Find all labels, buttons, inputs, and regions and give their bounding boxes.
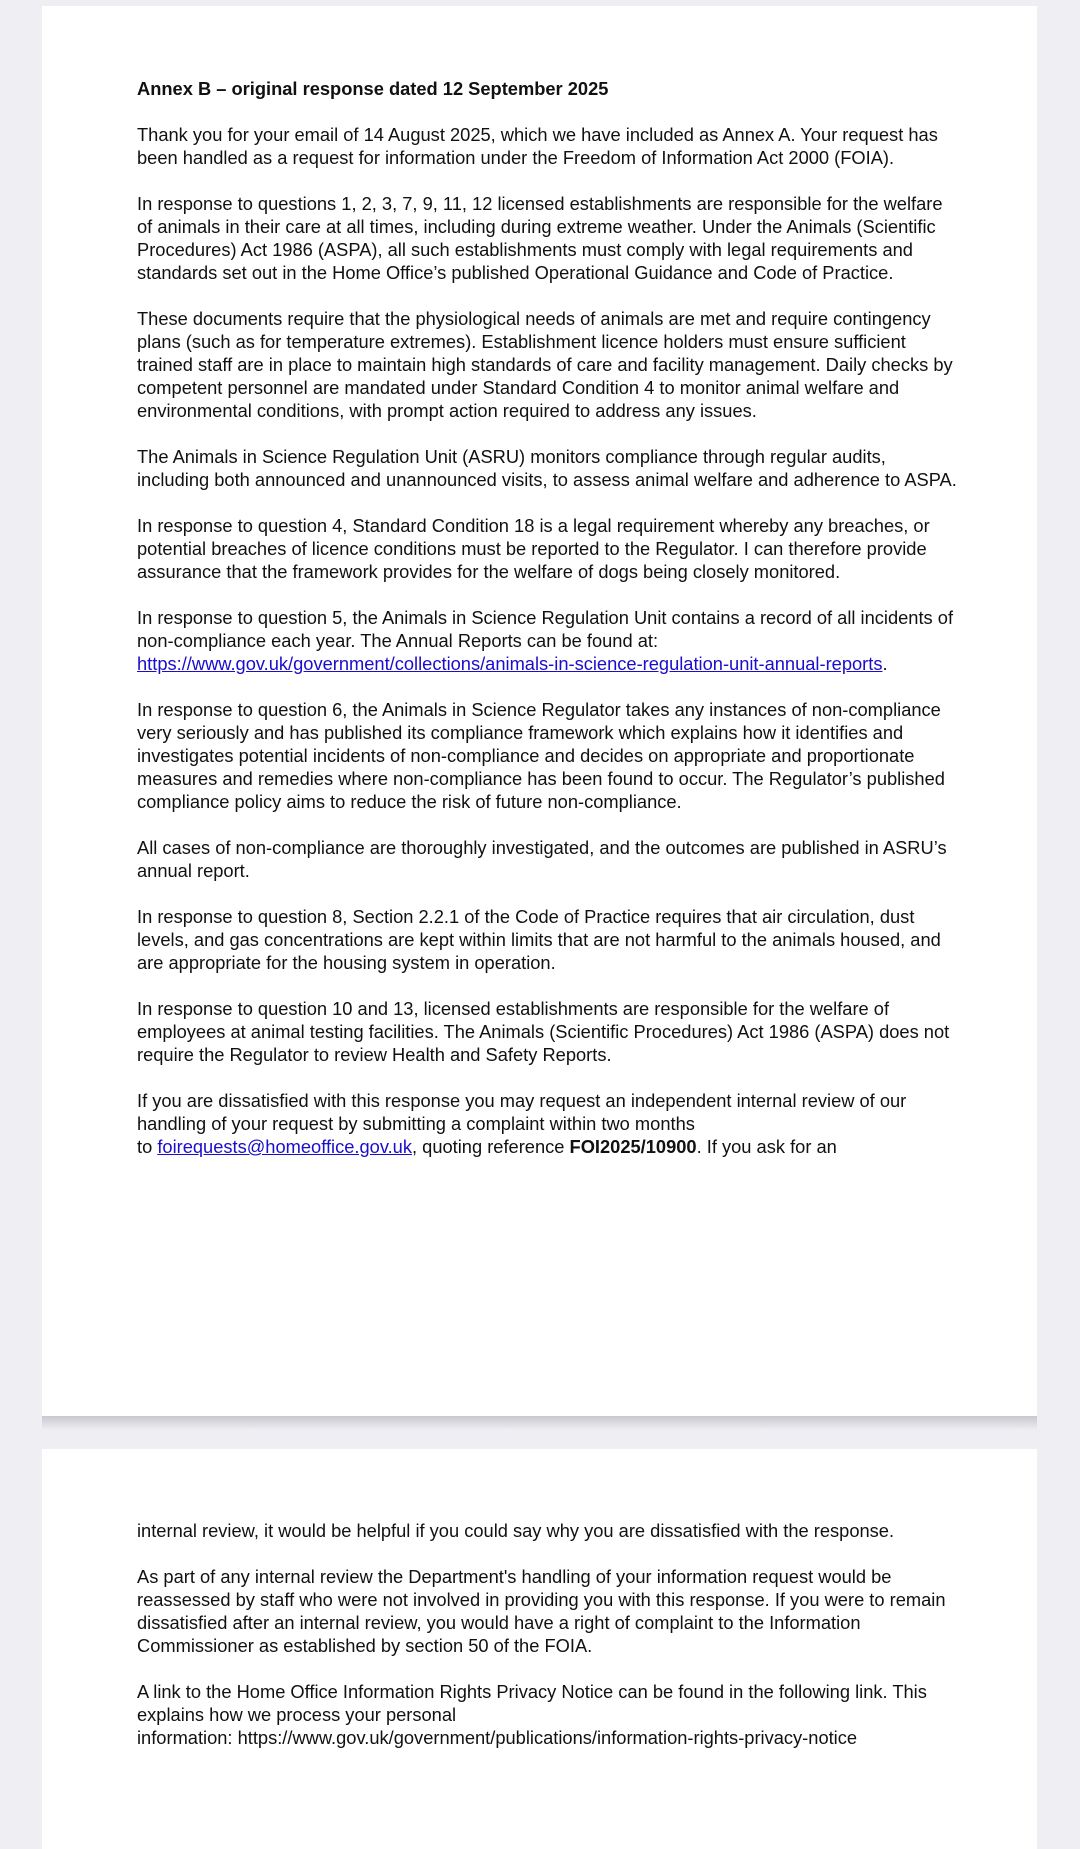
paragraph-q4: In response to question 4, Standard Condition 18 is a legal requirement whereby any breaches, or potential breaches of licence conditions must be reported to the Regulator. I can therefore provide assurance that the framework provides for the welfare of dogs being closely monitored. [137, 515, 930, 582]
paragraph-review-continued: internal review, it would be helpful if you could say why you are dissatisfied with the response. [137, 1520, 895, 1541]
foi-email-link[interactable]: foirequests@homeoffice.gov.uk [157, 1136, 412, 1157]
review-text-1: If you are dissatisfied with this response you may request an independent internal review of our handling of your request by submitting a complaint within two months [137, 1090, 907, 1134]
paragraph-q5 [137, 606, 957, 675]
foi-reference: FOI2025/10900 [569, 1136, 697, 1157]
paragraph-documents-requirements: These documents require that the physiological needs of animals are met and require contingency plans (such as for temperature extremes). Establishment licence holders must ensure sufficient trained staff are in place to maintain high standards of care and facility management. Daily checks by competent personnel are mandated under Standard Condition 4 to monitor animal welfare and environmental conditions, with prompt action required to address any issues. [137, 308, 953, 421]
review-text-4: . If you ask for an [696, 1136, 837, 1157]
review-text-2: to [137, 1136, 158, 1157]
q5-after: . [882, 653, 888, 674]
paragraph-intro: Thank you for your email of 14 August 2025, which we have included as Annex A. Your request has been handled as a request for information under the Freedom of Information Act 2000 (FOIA). [137, 124, 938, 168]
paragraph-q8: In response to question 8, Section 2.2.1 of the Code of Practice requires that air circulation, dust levels, and gas concentrations are kept within limits that are not harmful to the animals housed, and are appropriate for the housing system in operation. [137, 906, 941, 973]
q5-text: In response to question 5, the Animals in Science Regulation Unit contains a record of all incidents of non-compliance each year. The Annual Reports can be found at: [137, 607, 954, 651]
paragraph-asru-audits: The Animals in Science Regulation Unit (ASRU) monitors compliance through regular audits, including both announced and unannounced visits, to assess animal welfare and adherence to ASPA. [137, 446, 957, 490]
paragraph-q10-13: In response to question 10 and 13, licensed establishments are responsible for the welfare of employees at animal testing facilities. The Animals (Scientific Procedures) Act 1986 (ASPA) does not require the Regulator to review Health and Safety Reports. [137, 998, 950, 1065]
paragraph-privacy-notice [137, 1680, 957, 1749]
annual-reports-link[interactable]: https://www.gov.uk/government/collections/animals-in-science-regulation-unit-annual-reports [137, 653, 883, 674]
document-page-1 [42, 6, 1037, 1416]
paragraph-internal-review [137, 1089, 957, 1158]
page-1-content [137, 77, 957, 1181]
page-2-content [137, 1519, 957, 1772]
privacy-line-1: A link to the Home Office Information Rights Privacy Notice can be found in the following link. This explains how we process your personal [137, 1681, 927, 1725]
paragraph-q6: In response to question 6, the Animals in Science Regulator takes any instances of non-compliance very seriously and has published its compliance framework which explains how it identifies and investigates potential incidents of non-compliance and decides on appropriate and proportionate measures and remedies where non-compliance has been found to occur. The Regulator’s published compliance policy aims to reduce the risk of future non-compliance. [137, 699, 945, 812]
review-text-3: , quoting reference [412, 1136, 570, 1157]
paragraph-internal-review-process: As part of any internal review the Department's handling of your information request would be reassessed by staff who were not involved in providing you with this response. If you were to remain dissatisfied after an internal review, you would have a right of complaint to the Information Commissioner as established by section 50 of the FOIA. [137, 1566, 946, 1656]
page-separator [42, 1416, 1037, 1430]
privacy-line-2: information: https://www.gov.uk/government/publications/information-rights-privacy-notice [137, 1727, 858, 1748]
paragraph-non-compliance: All cases of non-compliance are thoroughly investigated, and the outcomes are published in ASRU’s annual report. [137, 837, 947, 881]
document-page-2 [42, 1449, 1037, 1849]
annex-heading: Annex B – original response dated 12 September 2025 [137, 78, 609, 99]
paragraph-q1-3-7-9-11-12: In response to questions 1, 2, 3, 7, 9, 11, 12 licensed establishments are responsible for the welfare of animals in their care at all times, including during extreme weather. Under the Animals (Scientific Procedures) Act 1986 (ASPA), all such establishments must comply with legal requirements and standards set out in the Home Office’s published Operational Guidance and Code of Practice. [137, 193, 943, 283]
